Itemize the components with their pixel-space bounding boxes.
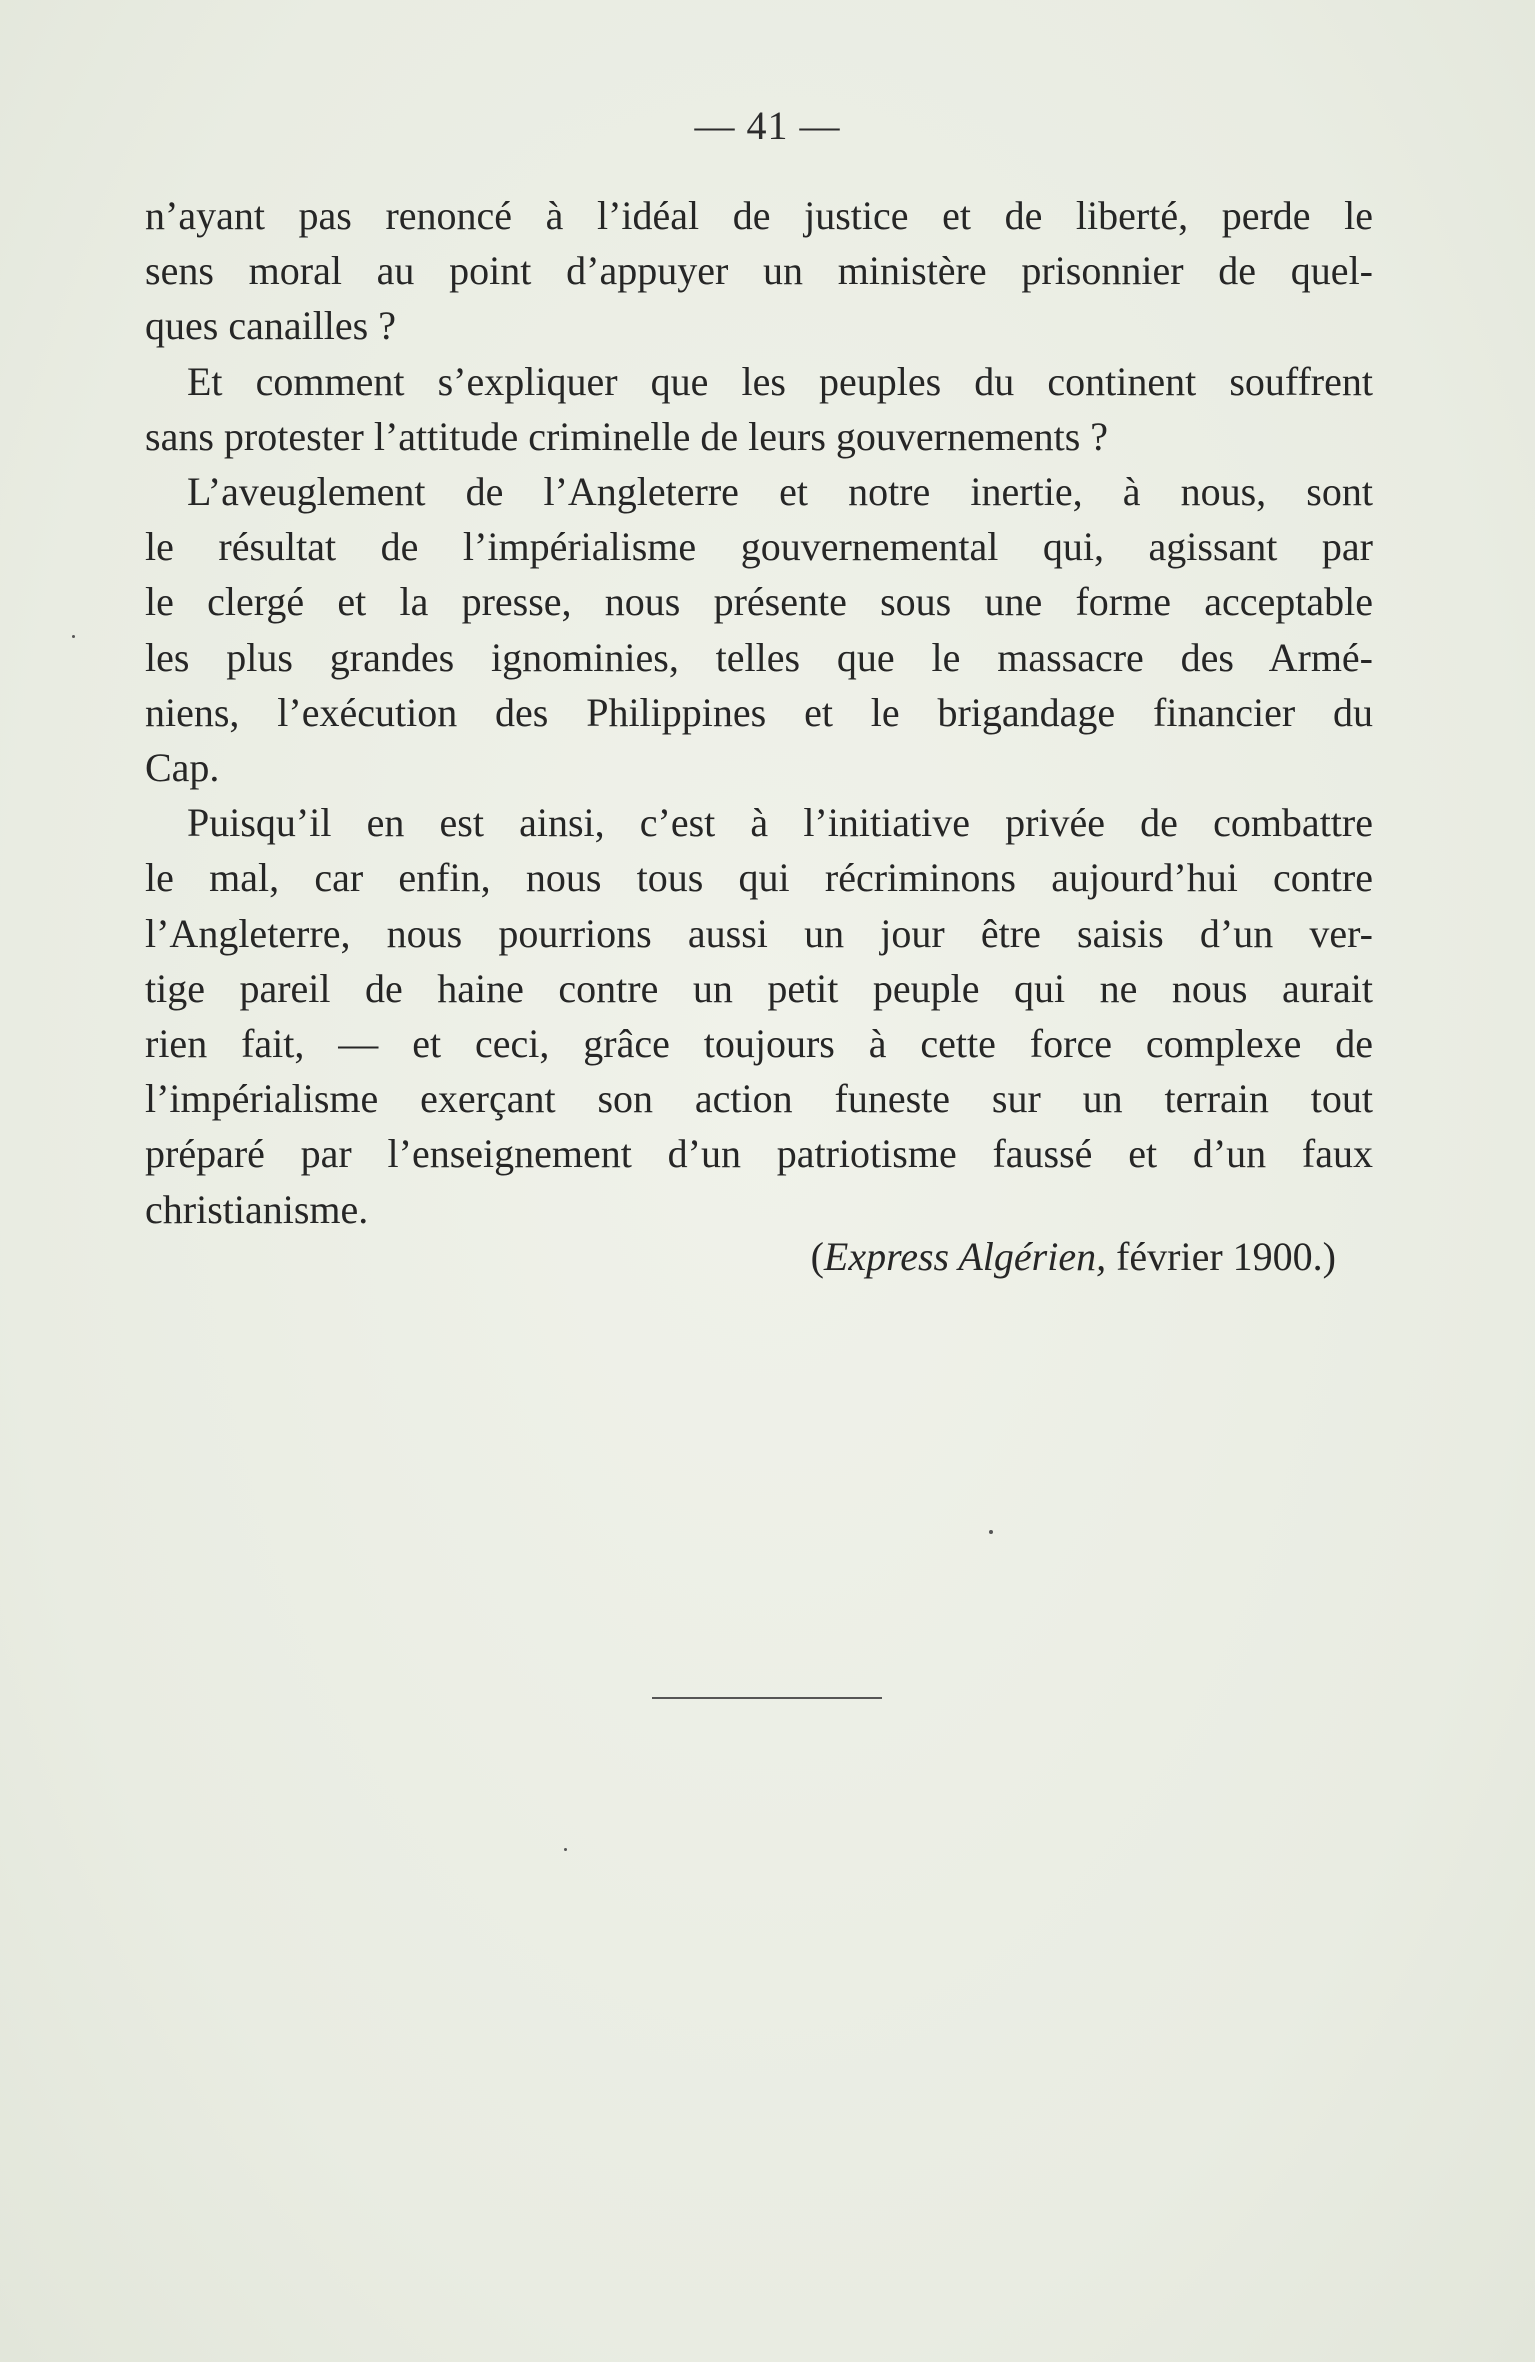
print-speck — [564, 1848, 567, 1851]
body-text — [145, 188, 1373, 1237]
text-line: l’impérialisme exerçant son action funeste sur un terrain tout — [145, 1076, 1373, 1122]
text-line: préparé par l’enseignement d’un patriotisme faussé et d’un faux — [145, 1131, 1373, 1177]
text-line: niens, l’exécution des Philippines et le brigandage financier du — [145, 689, 1373, 735]
text-line: Et comment s’expliquer que les peuples du continent souffrent — [187, 358, 1373, 404]
text-line: le mal, car enfin, nous tous qui récriminons aujourd’hui contre — [145, 855, 1373, 901]
text-line: sens moral au point d’appuyer un ministère prisonnier de quel- — [145, 248, 1373, 294]
end-rule — [652, 1697, 882, 1699]
text-line: tige pareil de haine contre un petit peuple qui ne nous aurait — [145, 965, 1373, 1011]
text-line: Puisqu’il en est ainsi, c’est à l’initiative privée de combattre — [187, 800, 1373, 846]
citation-open-paren: ( — [810, 1234, 824, 1279]
publication-name: Express Algérien, — [823, 1234, 1107, 1279]
text-line: ques canailles ? — [145, 303, 396, 349]
text-line: le résultat de l’impérialisme gouvernemental qui, agissant par — [145, 524, 1373, 570]
text-line: l’Angleterre, nous pourrions aussi un jour être saisis d’un ver- — [145, 910, 1373, 956]
text-line: n’ayant pas renoncé à l’idéal de justice et de liberté, perde le — [145, 193, 1373, 238]
citation-date: février 1900.) — [1106, 1234, 1336, 1279]
source-citation — [0, 1233, 1336, 1280]
text-line: le clergé et la presse, nous présente sous une forme acceptable — [145, 579, 1373, 625]
print-speck — [72, 635, 75, 638]
text-line: rien fait, — et ceci, grâce toujours à cette force complexe de — [145, 1021, 1373, 1067]
text-line: L’aveuglement de l’Angleterre et notre inertie, à nous, sont — [187, 469, 1373, 515]
print-speck — [989, 1530, 993, 1534]
page-number: — 41 — — [694, 103, 841, 148]
text-line: Cap. — [145, 745, 220, 791]
text-line: christianisme. — [145, 1186, 369, 1232]
text-line: les plus grandes ignominies, telles que le massacre des Armé- — [145, 634, 1373, 680]
text-line: sans protester l’attitude criminelle de leurs gouvernements ? — [145, 413, 1109, 459]
